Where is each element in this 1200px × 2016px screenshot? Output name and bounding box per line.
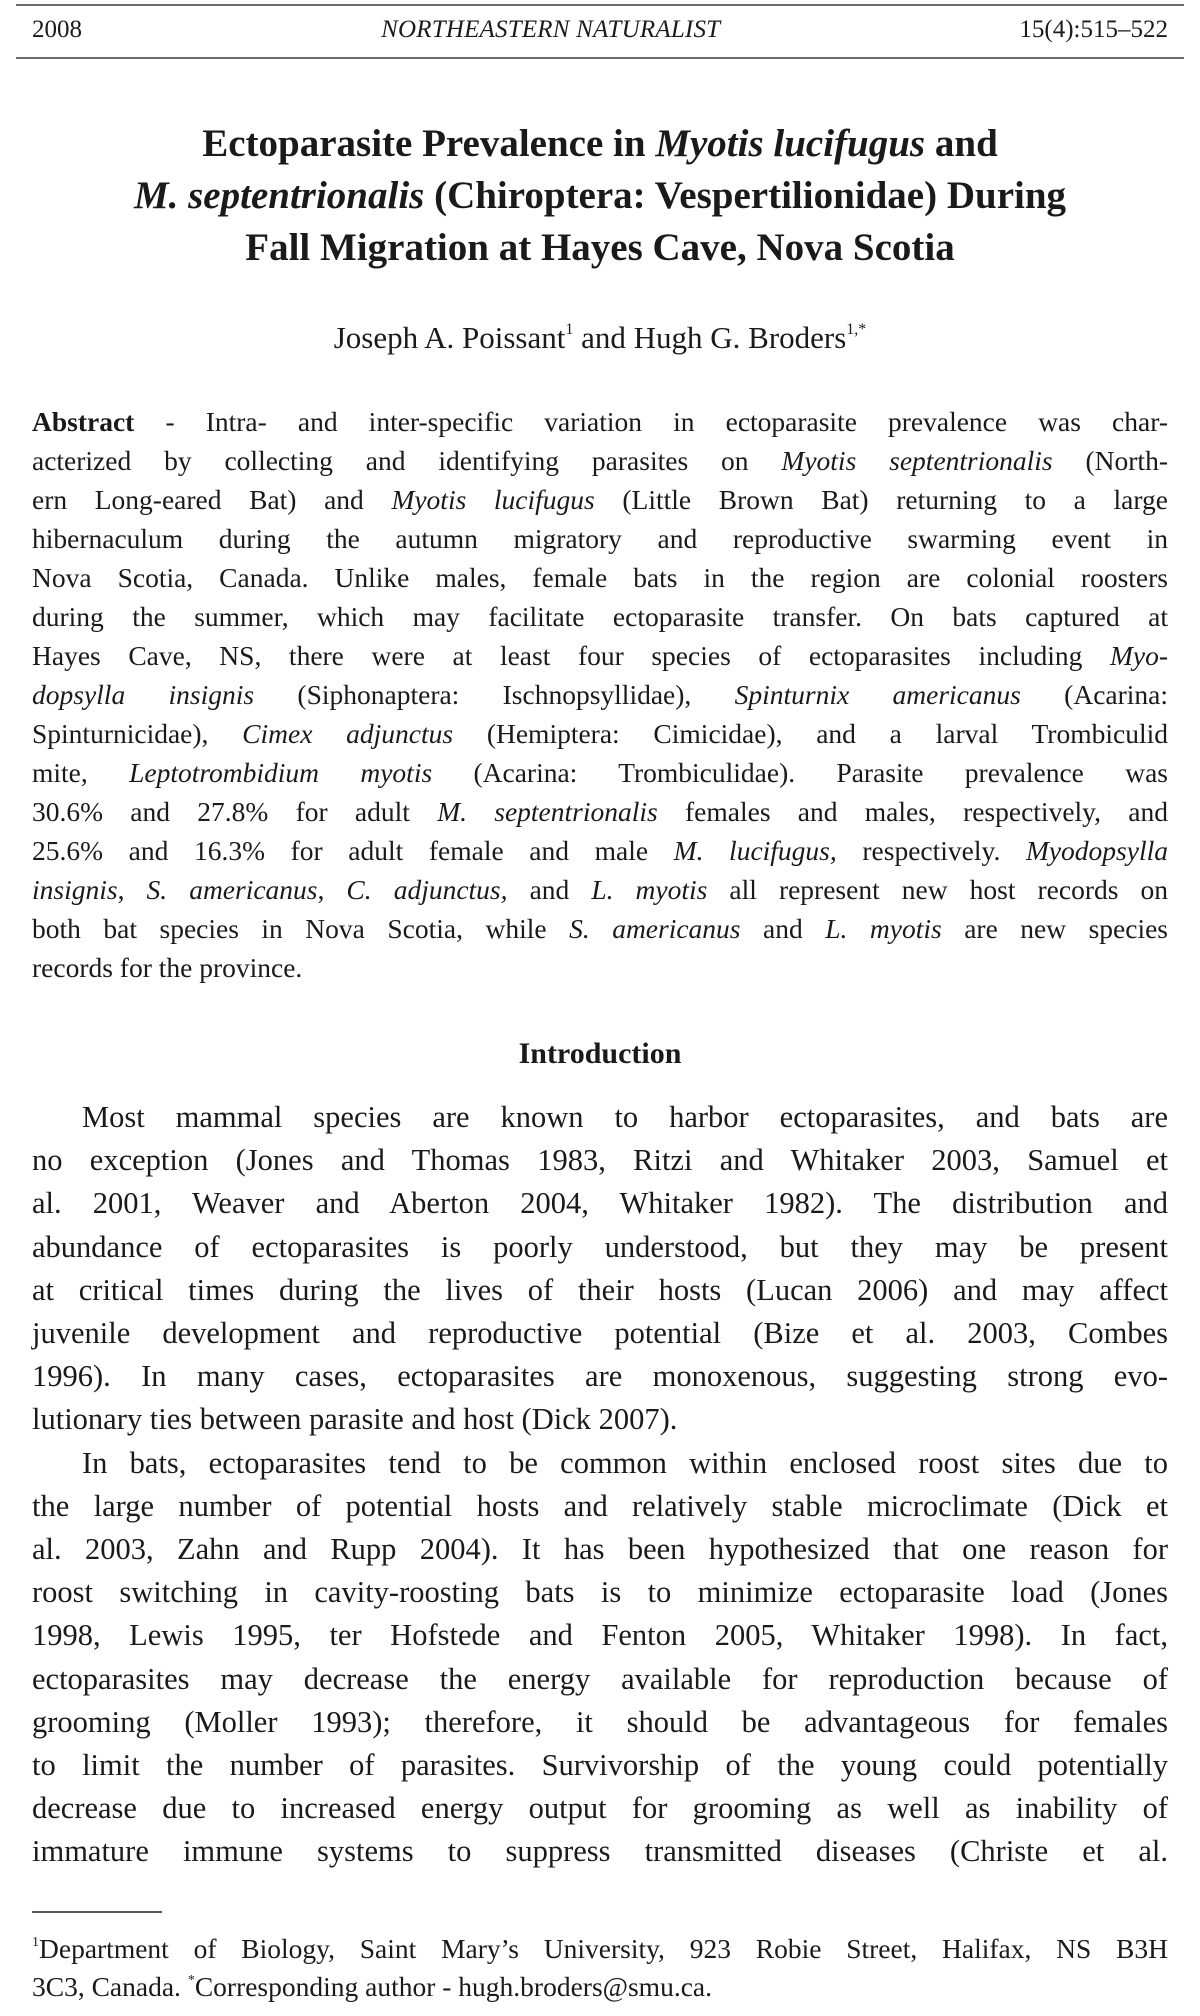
section-heading-introduction: Introduction <box>518 1037 682 1070</box>
abstract-text: both bat species in Nova Scotia, while <box>32 913 570 944</box>
abstract-text: , <box>117 874 147 905</box>
abstract-line <box>32 558 1168 597</box>
abstract-line <box>32 519 1168 558</box>
body-line: abundance of ectoparasites is poorly understood, but they may be present <box>32 1229 1168 1264</box>
abstract-line <box>32 753 1168 792</box>
body-line: Most mammal species are known to harbor ectoparasites, and bats are <box>82 1100 1168 1134</box>
abstract-line <box>32 636 1168 675</box>
species-name: M. lucifugus, <box>673 835 837 866</box>
body-line: no exception (Jones and Thomas 1983, Ritzi and Whitaker 2003, Samuel et <box>32 1143 1168 1178</box>
abstract-text: during the summer, which may facilitate ectoparasite transfer. On bats captured at <box>32 601 1168 632</box>
header-bottom-rule <box>16 57 1184 59</box>
abstract-text: (Acarina: <box>1020 679 1168 710</box>
species-name: Spinturnix americanus <box>734 679 1021 710</box>
abstract-text: acterized by collecting and identifying parasites on <box>32 445 782 476</box>
running-head-journal: NORTHEASTERN NATURALIST <box>381 16 721 43</box>
title-line-1 <box>202 122 998 165</box>
article-title <box>60 118 1140 274</box>
title-line-3: Fall Migration at Hayes Cave, Nova Scotia <box>245 226 955 269</box>
running-head-year: 2008 <box>32 16 82 43</box>
footnote-separator <box>32 1911 162 1913</box>
paragraph <box>32 1442 1168 1874</box>
affiliation-marker: 1,* <box>846 321 867 338</box>
abstract-line <box>32 831 1168 870</box>
footnote-marker: * <box>187 1973 195 1988</box>
abstract-line <box>32 792 1168 831</box>
abstract <box>32 402 1168 987</box>
author-name: Hugh G. Broders <box>633 320 847 355</box>
running-head-volume-pages: 15(4):515–522 <box>1019 16 1168 43</box>
title-species-name: M. septentrionalis <box>133 174 425 217</box>
author-list <box>0 318 1200 358</box>
body-line: immature immune systems to suppress transmitted diseases (Christe et al. <box>32 1834 1168 1869</box>
abstract-text: and <box>507 874 592 905</box>
species-name: Myo- <box>1109 640 1168 671</box>
species-name: insignis <box>32 874 118 905</box>
title-line-2 <box>134 174 1066 217</box>
abstract-text: females and males, respectively, and <box>657 796 1168 827</box>
abstract-text: (Siphonaptera: Ischnopsyllidae), <box>254 679 735 710</box>
abstract-text: mite, <box>32 757 130 788</box>
species-name: Myotis lucifugus <box>391 484 595 515</box>
header-top-rule <box>16 4 1184 6</box>
species-name: Myotis septentrionalis <box>781 445 1053 476</box>
body-line: grooming (Moller 1993); therefore, it should be advantageous for females <box>32 1704 1168 1739</box>
body-line: 1998, Lewis 1995, ter Hofstede and Fenton 2005, Whitaker 1998). In fact, <box>32 1618 1168 1653</box>
abstract-text: respectively. <box>836 835 1026 866</box>
species-name: S. americanus <box>569 913 741 944</box>
footnote-marker: 1 <box>32 1935 39 1950</box>
abstract-text: Spinturnicidae), <box>32 718 243 749</box>
species-name: M. septentrionalis <box>437 796 658 827</box>
title-text: Ectoparasite Prevalence in <box>202 122 656 165</box>
running-head <box>32 13 1168 47</box>
abstract-text: all represent new host records on <box>707 874 1169 905</box>
body-line: juvenile development and reproductive potential (Bize et al. 2003, Combes <box>32 1316 1168 1351</box>
body-line: lutionary ties between parasite and host (Dick 2007). <box>32 1402 678 1437</box>
title-text: and <box>925 122 998 165</box>
abstract-line <box>32 597 1168 636</box>
body-line: al. 2003, Zahn and Rupp 2004). It has been hypothesized that one reason for <box>32 1532 1168 1567</box>
abstract-separator: - <box>134 406 206 437</box>
abstract-text: (Acarina: Trombiculidae). Parasite prevalence was <box>432 757 1168 788</box>
abstract-text: Hayes Cave, NS, there were at least four species of ectoparasites including <box>32 640 1110 671</box>
abstract-text: Nova Scotia, Canada. Unlike males, female bats in the region are colonial roosters <box>32 562 1168 593</box>
footnote-text: 3C3, Canada. <box>32 1971 188 2002</box>
abstract-text: hibernaculum during the autumn migratory and reproductive swarming event in <box>32 523 1168 554</box>
author-connector: and <box>573 320 634 355</box>
abstract-line <box>32 948 1168 987</box>
abstract-label: Abstract <box>32 406 135 437</box>
abstract-line <box>32 714 1168 753</box>
abstract-text: (Little Brown Bat) returning to a large <box>594 484 1168 515</box>
abstract-line <box>32 675 1168 714</box>
abstract-line <box>32 480 1168 519</box>
species-name: S. americanus, C. adjunctus, <box>146 874 508 905</box>
footnote <box>32 1930 1168 2006</box>
abstract-text: ern Long-eared Bat) and <box>32 484 392 515</box>
species-name: Cimex adjunctus <box>242 718 454 749</box>
abstract-text: and <box>740 913 826 944</box>
abstract-text: records for the province. <box>32 952 303 983</box>
abstract-line <box>32 441 1168 480</box>
footnote-line <box>32 1968 1168 2006</box>
body-line: to limit the number of parasites. Survivorship of the young could potentially <box>32 1748 1168 1783</box>
footnote-text: Corresponding author - hugh.broders@smu.ca. <box>194 1971 712 2002</box>
species-name: Myodopsylla <box>1025 835 1168 866</box>
author-name: Joseph A. Poissant <box>333 320 566 355</box>
species-name: L. myotis <box>591 874 708 905</box>
body-line: roost switching in cavity-roosting bats is to minimize ectoparasite load (Jones <box>32 1575 1168 1610</box>
paragraph <box>32 1096 1168 1442</box>
abstract-line <box>32 909 1168 948</box>
body-line: 1996). In many cases, ectoparasites are monoxenous, suggesting strong evo- <box>32 1359 1168 1394</box>
body-line: decrease due to increased energy output for grooming as well as inability of <box>32 1791 1168 1826</box>
title-species-name: Myotis lucifugus <box>655 122 926 165</box>
footnote-line <box>32 1930 1168 1968</box>
species-name: Leptotrombidium myotis <box>129 757 433 788</box>
abstract-line <box>32 402 1168 441</box>
body-line: at critical times during the lives of their hosts (Lucan 2006) and may affect <box>32 1272 1168 1307</box>
abstract-text: are new species <box>941 913 1168 944</box>
footnote-text: Department of Biology, Saint Mary’s University, 923 Robie Street, Halifax, NS B3H <box>39 1933 1168 1964</box>
abstract-text: 25.6% and 16.3% for adult female and male <box>32 835 674 866</box>
body-line: the large number of potential hosts and relatively stable microclimate (Dick et <box>32 1488 1168 1523</box>
species-name: L. myotis <box>825 913 942 944</box>
abstract-text: 30.6% and 27.8% for adult <box>32 796 438 827</box>
body-line: In bats, ectoparasites tend to be common within enclosed roost sites due to <box>82 1445 1168 1480</box>
body-line: ectoparasites may decrease the energy available for reproduction because of <box>32 1661 1168 1696</box>
introduction-body <box>32 1096 1168 1874</box>
species-name: dopsylla insignis <box>32 679 255 710</box>
abstract-text: (North- <box>1052 445 1168 476</box>
abstract-text: Intra- and inter-specific variation in ectoparasite prevalence was char- <box>205 406 1168 437</box>
affiliation-marker: 1 <box>565 321 574 338</box>
title-text: (Chiroptera: Vespertilionidae) During <box>424 174 1067 217</box>
abstract-line <box>32 870 1168 909</box>
abstract-text: (Hemiptera: Cimicidae), and a larval Trombiculid <box>453 718 1168 749</box>
body-line: al. 2001, Weaver and Aberton 2004, Whitaker 1982). The distribution and <box>32 1186 1168 1221</box>
